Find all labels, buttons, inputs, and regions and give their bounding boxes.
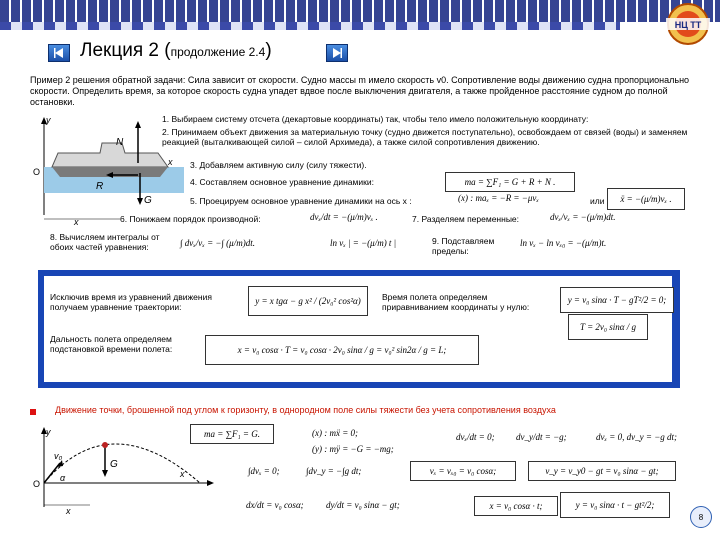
eq-x-motion: (x) : mẍ = 0;: [312, 428, 359, 438]
range-equation: x = v₀ cosα · T = v₀ cosα · 2v₀ sinα / g = v₀² sin2α / g = L;: [205, 335, 479, 365]
equation-separate: dvₓ/vₓ = −(μ/m)dt.: [550, 212, 616, 222]
flight-time-result: T = 2v₀ sinα / g: [568, 314, 648, 340]
origin-label-2: O: [33, 479, 41, 489]
equation-reduce-order: dvₓ/dt = −(μ/m)vₓ .: [310, 212, 378, 222]
triangle-right-icon: [331, 47, 343, 59]
eq-y-result: y = v₀ sinα · t − gt²/2;: [560, 492, 670, 518]
triangle-left-icon: [53, 47, 65, 59]
eq-x-result: x = v₀ cosα · t;: [474, 496, 558, 516]
axis-x-label-2: x: [180, 469, 185, 479]
eq-dvx: dvₓ/dt = 0;: [456, 432, 495, 442]
step-9: 9. Подставляем пределы:: [432, 236, 495, 256]
equation-projection: (x) : maₓ = −R = −μvₓ: [458, 193, 539, 203]
gravity-label: G: [110, 459, 118, 470]
logo-text: НЦ ТТ: [674, 20, 702, 30]
logo-emblem: [660, 2, 716, 46]
eq-dx: dx/dt = v₀ cosα;: [246, 500, 304, 510]
eq-differentials: dvₓ = 0, dv_y = −g dt;: [596, 432, 678, 442]
page-number: 8: [690, 506, 712, 528]
equation-acceleration: ẍ = −(μ/m)vₓ .: [607, 188, 685, 210]
eq-dy: dy/dt = v₀ sinα − gt;: [326, 500, 400, 510]
prev-slide-button[interactable]: [48, 44, 70, 62]
step-8: 8. Вычисляем интегралы от обоих частей уравнения:: [50, 232, 160, 252]
eq-dvy: dv_y/dt = −g;: [516, 432, 567, 442]
range-label: Дальность полета определяем подстановкой времени полета:: [50, 334, 173, 354]
next-slide-button[interactable]: [326, 44, 348, 62]
equation-integral: ∫ dvₓ/vₓ = −∫ (μ/m)dt.: [180, 238, 255, 248]
eq-int-vx: ∫dvₓ = 0;: [248, 466, 280, 476]
step-3: 3. Добавляем активную силу (силу тяжести).: [190, 160, 367, 170]
eq-newton-2: ma = ∑F₁ = G.: [190, 424, 274, 444]
flight-time-label: Время полета определяем приравниванием координаты y нулю:: [382, 292, 530, 312]
origin-label: O: [33, 167, 41, 177]
axis-x-label: x: [168, 157, 173, 167]
x-distance-label: x: [74, 217, 79, 225]
step-5-or: или: [590, 196, 605, 206]
step-5: 5. Проецируем основное уравнение динамики на ось x :: [190, 196, 412, 206]
eq-int-vy: ∫dv_y = −∫g dt;: [306, 466, 362, 476]
equation-newton: ma = ∑F₁ = G + R + N .: [445, 172, 575, 192]
axis-y-label: y: [46, 115, 51, 125]
force-g-label: G: [144, 195, 152, 206]
trajectory-label: Исключив время из уравнений движения получаем уравнение траектории:: [50, 292, 212, 312]
section-2-heading: Движение точки, брошенной под углом к горизонту, в однородном поле силы тяжести без учета сопротивления воздуха: [55, 405, 556, 415]
page-title: Лекция 2 (продолжение 2.4): [80, 40, 272, 61]
trajectory-equation: y = x tgα − g x² / (2v₀² cos²α): [248, 286, 368, 316]
step-4: 4. Составляем основное уравнение динамики:: [190, 177, 374, 187]
x-distance-label-2: x: [66, 506, 71, 515]
eq-y-motion: (y) : mÿ = −G = −mg;: [312, 444, 394, 454]
step-2: 2. Принимаем объект движения за материальную точку (судно движется поступательно), освобождаем от связей (воды) и заменяем реакцией (выталкивающей силой – силой Архимеда), а также силой сопротивления движению.: [162, 127, 688, 147]
step-1: 1. Выбираем систему отсчета (декартовые координаты) так, чтобы тело имело положительную координату:: [162, 114, 589, 124]
velocity-label: v₀: [54, 451, 63, 461]
section-bullet: [30, 409, 36, 415]
force-n-label: N: [116, 137, 124, 148]
header-pattern: [0, 0, 720, 22]
step-6: 6. Понижаем порядок производной:: [120, 214, 261, 224]
eq-vy-result: v_y = v_y0 − gt = v₀ sinα − gt;: [528, 461, 676, 481]
force-r-label: R: [96, 181, 104, 192]
axis-y-label-2: y: [46, 427, 51, 437]
header-pattern-lower: [0, 22, 620, 30]
angle-label: α: [60, 473, 66, 483]
equation-integral-limits: ln vₓ | = −(μ/m) t |: [330, 238, 397, 248]
intro-text: Пример 2 решения обратной задачи: Сила зависит от скорости. Судно массы m имело скорость v0. Сопротивление воды движению судна пропорционально скорости. Определить время, за которое скорость судна упадет вдвое после выключения двигателя, а также пройденное расстояние судном до полной остановки.: [30, 75, 690, 107]
equation-substitute: ln vₓ − ln vₓ₀ = −(μ/m)t.: [520, 238, 607, 248]
eq-vx-result: vₓ = vₓ₀ = v₀ cosα;: [410, 461, 516, 481]
step-7: 7. Разделяем переменные:: [412, 214, 520, 224]
flight-time-equation: y = v₀ sinα · T − gT²/2 = 0;: [560, 287, 674, 313]
